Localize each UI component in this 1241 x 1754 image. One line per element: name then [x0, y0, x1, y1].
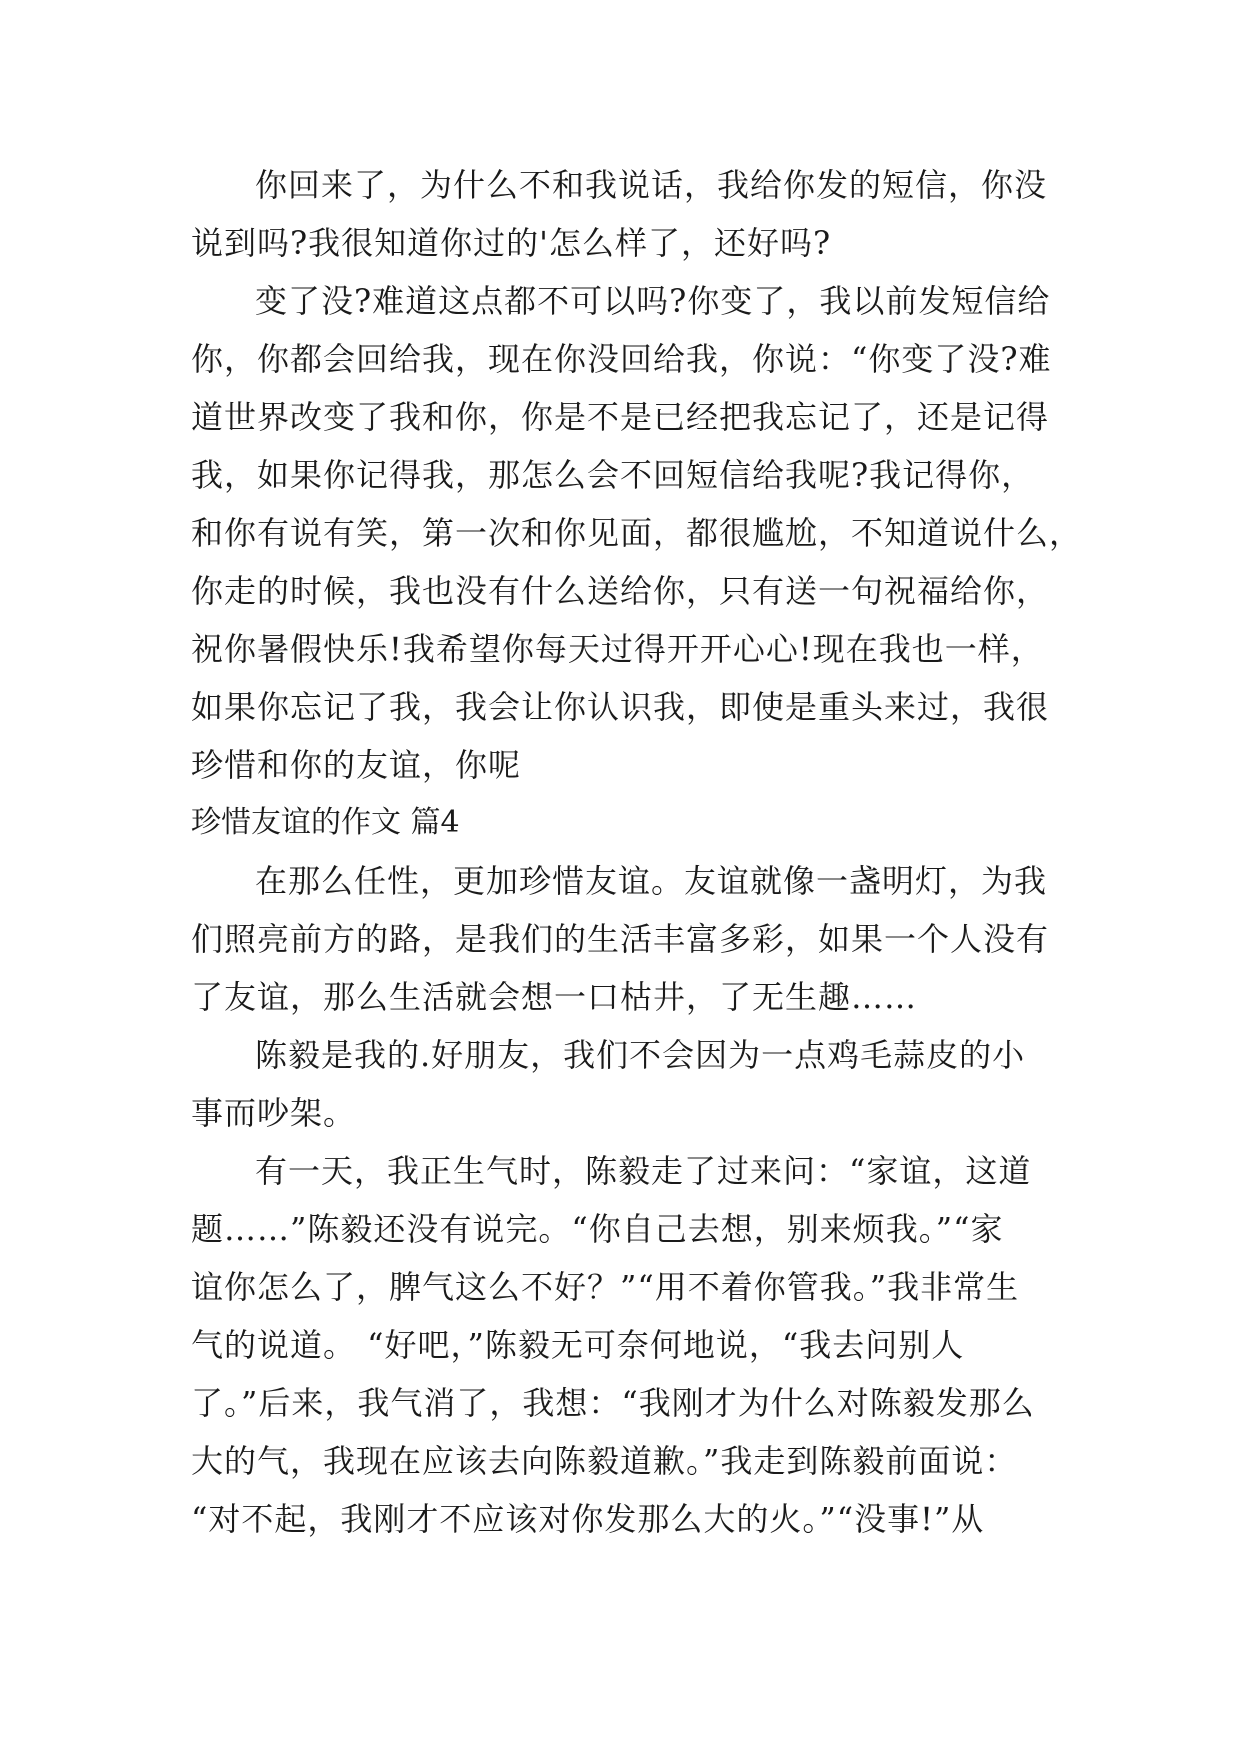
text-line: 了。”后来，我气消了，我想：“我刚才为什么对陈毅发那么: [191, 1384, 1035, 1422]
text-line: 陈毅是我的.好朋友，我们不会因为一点鸡毛蒜皮的小: [255, 1036, 1026, 1074]
paragraph-5: [191, 1142, 1071, 1548]
paragraph-2: [191, 272, 1083, 794]
text-line: 事而吵架。: [191, 1094, 357, 1132]
text-line: 道世界改变了我和你，你是不是已经把我忘记了，还是记得: [191, 398, 1050, 436]
text-line: 题……”陈毅还没有说完。“你自己去想，别来烦我。”“家: [191, 1210, 1004, 1248]
document-body: [191, 156, 1083, 1548]
text-line: 如果你忘记了我，我会让你认识我，即使是重头来过，我很: [191, 688, 1050, 726]
text-line: 你，你都会回给我，现在你没回给我，你说：“你变了没?难: [191, 340, 1052, 378]
text-line: 你走的时候，我也没有什么送给你，只有送一句祝福给你，: [191, 572, 1050, 610]
section-heading-block: [191, 794, 1071, 852]
text-line: 变了没?难道这点都不可以吗?你变了，我以前发短信给: [255, 282, 1051, 320]
text-line: 大的气，我现在应该去向陈毅道歉。”我走到陈毅前面说：: [191, 1442, 1018, 1480]
text-line: 说到吗?我很知道你过的'怎么样了，还好吗?: [191, 224, 832, 262]
text-line: 气的说道。 “好吧，”陈毅无可奈何地说，“我去问别人: [191, 1326, 965, 1364]
text-line: 你回来了，为什么不和我说话，我给你发的短信，你没: [255, 166, 1048, 204]
text-line: 和你有说有笑，第一次和你见面，都很尴尬，不知道说什么，: [191, 514, 1083, 552]
paragraph-1: [191, 156, 1071, 272]
section-heading: 珍惜友谊的作文 篇4: [191, 805, 460, 840]
paragraph-4: [191, 1026, 1071, 1142]
text-line: 们照亮前方的路，是我们的生活丰富多彩，如果一个人没有: [191, 920, 1050, 958]
text-line: 珍惜和你的友谊，你呢: [191, 746, 522, 784]
paragraph-3: [191, 852, 1071, 1026]
text-line: 了友谊，那么生活就会想一口枯井，了无生趣……: [191, 978, 918, 1016]
text-line: “对不起，我刚才不应该对你发那么大的火。”“没事!”从: [191, 1500, 985, 1538]
text-line: 在那么任性，更加珍惜友谊。友谊就像一盏明灯，为我: [255, 862, 1048, 900]
text-line: 我，如果你记得我，那怎么会不回短信给我呢?我记得你，: [191, 456, 1035, 494]
text-line: 祝你暑假快乐!我希望你每天过得开开心心!现在我也一样，: [191, 630, 1044, 668]
text-line: 有一天，我正生气时，陈毅走了过来问：“家谊，这道: [255, 1152, 1032, 1190]
text-line: 谊你怎么了，脾气这么不好？”“用不着你管我。”我非常生: [191, 1268, 1020, 1306]
